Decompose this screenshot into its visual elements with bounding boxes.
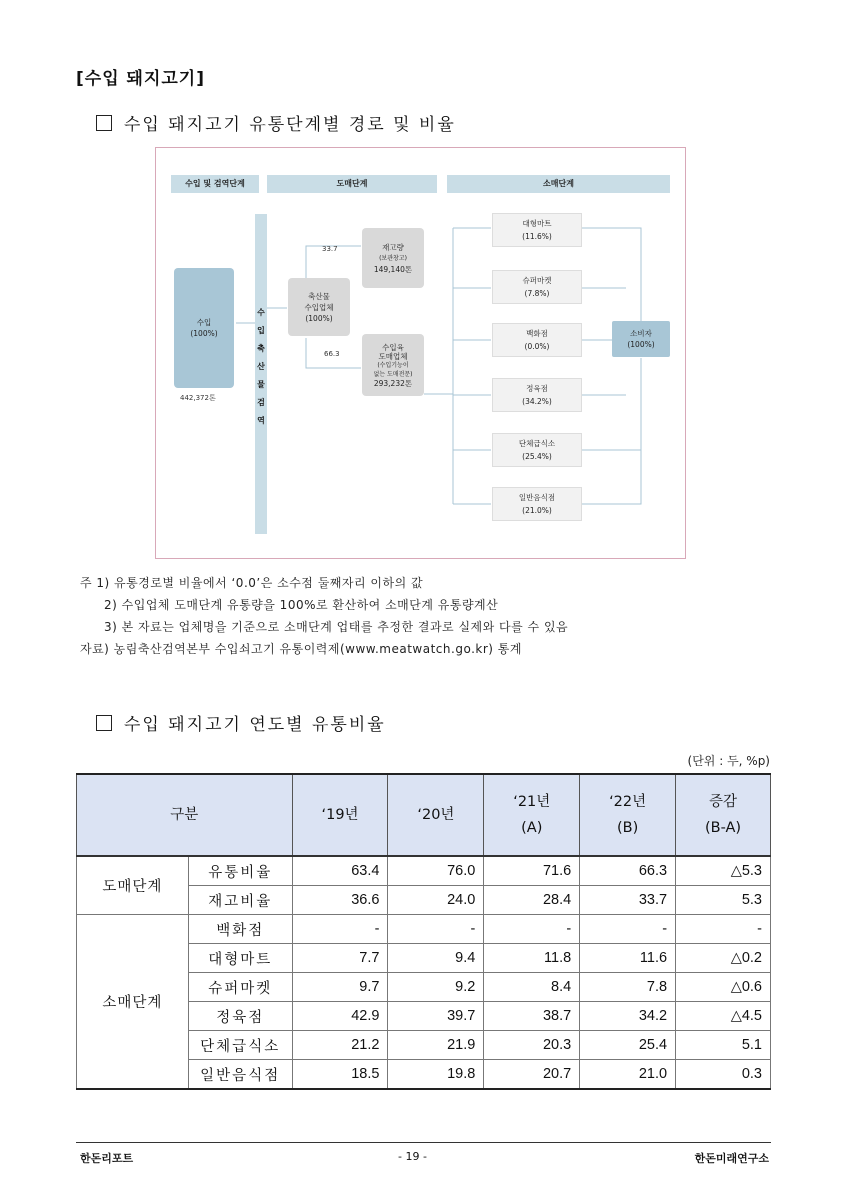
retail-pct: (11.6%) <box>522 232 552 241</box>
cell-value: 7.7 <box>292 944 388 973</box>
quarantine-bar <box>255 214 267 534</box>
import-pct: (100%) <box>190 329 218 338</box>
cell-value: 28.4 <box>484 886 580 915</box>
retail-name: 대형마트 <box>522 219 552 228</box>
cell-value: 9.2 <box>388 973 484 1002</box>
import-box <box>174 268 234 388</box>
stage-wholesale: 도매단계 <box>267 175 437 193</box>
cell-value: 19.8 <box>388 1060 484 1090</box>
cell-change: △0.6 <box>676 973 771 1002</box>
retail-butcher <box>492 378 582 412</box>
cell-value: 24.0 <box>388 886 484 915</box>
row-item: 일반음식점 <box>188 1060 292 1090</box>
processor-line: 축산물 <box>308 291 330 301</box>
cell-change: - <box>676 915 771 944</box>
cell-value: 39.7 <box>388 1002 484 1031</box>
heading-distribution-route <box>96 110 456 135</box>
cell-value: 18.5 <box>292 1060 388 1090</box>
cell-value: 20.7 <box>484 1060 580 1090</box>
stock-box <box>362 228 424 288</box>
retail-name: 슈퍼마켓 <box>522 276 552 285</box>
category-wholesale: 도매단계 <box>77 856 189 915</box>
footer-left: 한돈리포트 <box>80 1152 134 1165</box>
wholesale-box <box>362 334 424 396</box>
cell-change: △5.3 <box>676 856 771 886</box>
row-item: 유통비율 <box>188 856 292 886</box>
cell-value: - <box>388 915 484 944</box>
retail-name: 일반음식점 <box>518 493 556 502</box>
header-2022 <box>580 774 676 856</box>
stage-import: 수입 및 검역단계 <box>171 175 259 193</box>
cell-change: 5.3 <box>676 886 771 915</box>
header-2022-year: ‘22년 <box>609 794 647 810</box>
retail-name: 백화점 <box>526 329 548 338</box>
heading-text: 수입 돼지고기 유통단계별 경로 및 비율 <box>124 115 456 135</box>
note-source: 자료) 농림축산검역본부 수입쇠고기 유통이력제(www.meatwatch.go.kr) 통계 <box>80 642 522 656</box>
stock-ratio: 33.7 <box>322 245 338 253</box>
section-title: [수입 돼지고기] <box>76 69 205 89</box>
consumer-pct: (100%) <box>627 340 655 349</box>
cell-value: 9.7 <box>292 973 388 1002</box>
page-number: - 19 - <box>398 1150 427 1163</box>
cell-value: 21.2 <box>292 1031 388 1060</box>
footer-divider <box>76 1142 771 1143</box>
header-change-formula: (B-A) <box>704 820 742 836</box>
cell-change: △0.2 <box>676 944 771 973</box>
cell-value: 66.3 <box>580 856 676 886</box>
stock-line: (보관창고) <box>379 254 407 262</box>
cell-value: - <box>580 915 676 944</box>
vlabel-char: 산 <box>257 362 265 371</box>
footnotes <box>80 572 568 660</box>
retail-pct: (21.0%) <box>522 506 552 515</box>
row-item: 대형마트 <box>188 944 292 973</box>
cell-value: 76.0 <box>388 856 484 886</box>
wholesale-line: 없는 도매전문) <box>373 370 413 378</box>
header-category: 구분 <box>77 774 293 856</box>
heading-yearly-ratio <box>96 710 386 735</box>
wholesale-line: 도매업체 <box>378 351 408 361</box>
processor-line: 수입업체 <box>304 302 334 312</box>
yearly-ratio-table <box>76 773 771 1090</box>
cell-value: 11.6 <box>580 944 676 973</box>
footer-right: 한돈미래연구소 <box>694 1152 769 1165</box>
cell-value: 33.7 <box>580 886 676 915</box>
distribution-diagram <box>155 147 686 559</box>
unit-label: (단위 : 두, %p) <box>687 754 770 768</box>
import-amount: 442,372톤 <box>180 394 216 402</box>
cell-value: - <box>484 915 580 944</box>
retail-pct: (25.4%) <box>522 452 552 461</box>
retail-department-store <box>492 323 582 357</box>
cell-value: - <box>292 915 388 944</box>
cell-value: 7.8 <box>580 973 676 1002</box>
note-1: 주 1) 유통경로별 비율에서 ‘0.0’은 소수점 둘째자리 이하의 값 <box>80 576 424 590</box>
header-2022-tag: (B) <box>616 820 639 836</box>
vlabel-char: 역 <box>257 416 265 425</box>
retail-pct: (7.8%) <box>524 289 550 298</box>
wholesale-ratio: 66.3 <box>324 350 340 358</box>
checkbox-square-icon <box>96 715 112 731</box>
vlabel-char: 물 <box>257 380 265 389</box>
row-item: 정육점 <box>188 1002 292 1031</box>
cell-value: 21.0 <box>580 1060 676 1090</box>
processor-box <box>288 278 350 336</box>
wholesale-line: 293,232톤 <box>373 378 413 388</box>
header-2021 <box>484 774 580 856</box>
note-2: 2) 수입업체 도매단계 유통량을 100%로 환산하여 소매단계 유통량계산 <box>104 598 499 612</box>
cell-value: 38.7 <box>484 1002 580 1031</box>
retail-catering <box>492 433 582 467</box>
stock-line: 149,140톤 <box>373 264 413 274</box>
retail-name: 정육점 <box>526 384 548 393</box>
vlabel-char: 검 <box>257 398 265 407</box>
row-item: 슈퍼마켓 <box>188 973 292 1002</box>
cell-value: 11.8 <box>484 944 580 973</box>
cell-change: △4.5 <box>676 1002 771 1031</box>
retail-hypermarket <box>492 213 582 247</box>
row-item: 백화점 <box>188 915 292 944</box>
header-2019: ‘19년 <box>292 774 388 856</box>
consumer-box <box>612 321 670 357</box>
table-row <box>77 915 771 944</box>
cell-value: 21.9 <box>388 1031 484 1060</box>
cell-value: 25.4 <box>580 1031 676 1060</box>
cell-value: 8.4 <box>484 973 580 1002</box>
retail-name: 단체급식소 <box>518 439 556 448</box>
consumer-label: 소비자 <box>630 329 652 338</box>
header-change-label: 증감 <box>709 794 738 810</box>
stock-line: 재고량 <box>382 242 404 252</box>
header-change <box>676 774 771 856</box>
stage-retail: 소매단계 <box>447 175 670 193</box>
wholesale-line: (수입기능이 <box>377 361 409 369</box>
header-2021-year: ‘21년 <box>513 794 551 810</box>
retail-supermarket <box>492 270 582 304</box>
header-2020: ‘20년 <box>388 774 484 856</box>
note-3: 3) 본 자료는 업체명을 기준으로 소매단계 업태를 추정한 결과로 실제와 다를 수 있음 <box>104 620 569 634</box>
vlabel-char: 수 <box>257 308 265 317</box>
retail-restaurant <box>492 487 582 521</box>
processor-line: (100%) <box>305 313 333 323</box>
checkbox-square-icon <box>96 115 112 131</box>
vlabel-char: 입 <box>257 326 265 335</box>
table-row <box>77 856 771 886</box>
cell-change: 0.3 <box>676 1060 771 1090</box>
category-retail: 소매단계 <box>77 915 189 1090</box>
cell-value: 36.6 <box>292 886 388 915</box>
header-row <box>77 774 771 856</box>
cell-value: 20.3 <box>484 1031 580 1060</box>
row-item: 재고비율 <box>188 886 292 915</box>
cell-value: 34.2 <box>580 1002 676 1031</box>
heading-text: 수입 돼지고기 연도별 유통비율 <box>124 715 386 735</box>
cell-value: 71.6 <box>484 856 580 886</box>
cell-value: 9.4 <box>388 944 484 973</box>
row-item: 단체급식소 <box>188 1031 292 1060</box>
retail-pct: (0.0%) <box>524 342 550 351</box>
retail-pct: (34.2%) <box>522 397 552 406</box>
import-label: 수입 <box>196 318 212 327</box>
cell-value: 42.9 <box>292 1002 388 1031</box>
cell-change: 5.1 <box>676 1031 771 1060</box>
cell-value: 63.4 <box>292 856 388 886</box>
wholesale-line: 수입육 <box>382 342 404 352</box>
header-2021-tag: (A) <box>521 820 543 836</box>
vlabel-char: 축 <box>257 344 265 353</box>
